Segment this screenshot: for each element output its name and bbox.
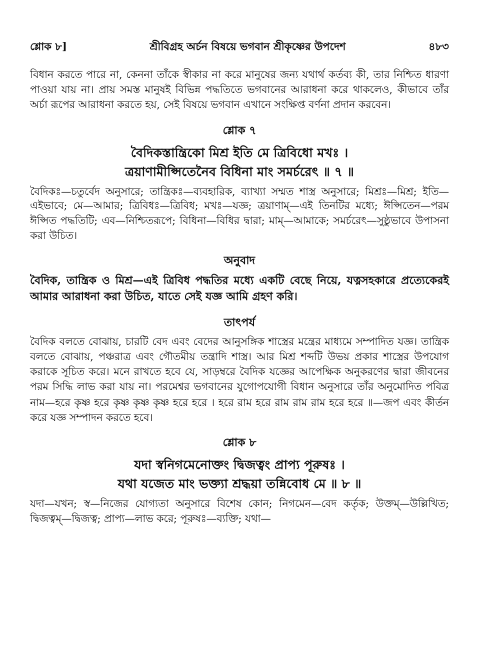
verse-8-line-1: যদা স্বনিগমেনোক্তং দ্বিজত্বং প্রাপ্য পূরুষঃ । — [134, 457, 345, 473]
verse-8-line-2: যথা যজেত মাং ভক্ত্যা শ্রদ্ধয়া তন্নিবোধ মে ॥ ৮ ॥ — [117, 476, 362, 492]
verse-7-synonyms: বৈদিকঃ—চতুর্বেদ অনুসারে; তান্ত্রিকঃ—ব্যবহারিক, ব্যাখ্যা সম্মত শাস্ত্র অনুসারে; মিশ্রঃ—মিশ্র; ইতি—এইভাবে; মে—আমার; ত্রিবিধঃ—ত্রিবিধ; মখঃ—যজ্ঞ; ত্রয়াণাম্—এই তিনটির মধ্যে; ঈপ্সিতেন—পরম ঈপ্সিত পদ্ধতিটি; এব—নিশ্চিতরূপে; বিধিনা—বিধির দ্বারা; মাম্—আমাকে; সমর্চরেৎ—সুষ্ঠুভাবে উপাসনা করা উচিত। — [30, 185, 449, 242]
verse-7-heading: শ্লোক ৭ — [222, 123, 257, 137]
purport-heading: তাৎপর্য — [223, 315, 256, 329]
verse-8-heading: শ্লোক ৮ — [222, 436, 257, 450]
translation-heading: অনুবাদ — [223, 253, 256, 267]
page-number: ৪৮৩ — [428, 41, 449, 53]
header-chapter-title: শ্রীবিগ্রহ অর্চন বিষয়ে ভগবান শ্রীকৃষ্ণের উপদেশ — [149, 41, 346, 53]
intro-paragraph: বিধান করতে পারে না, কেননা তাঁকে স্বীকার না করে মানুষের জন্য যথার্থ কর্তব্য কী, তার নিশ্চিত ধারণা পাওয়া যায় না। প্রায় সমস্ত মানুষই বিভিন্ন পদ্ধতিতে ভগবানের আরাধনা করে থাকলেও, কীভাবে তাঁর অর্চা রূপের আরাধনা করতে হয়, সেই বিষয়ে ভগবান এখানে সংক্ষিপ্ত বর্ণনা প্রদান করবেন। — [30, 69, 449, 112]
verse-7-purport: বৈদিক বলতে বোঝায়, চারটি বেদ এবং বেদের আনুসঙ্গিক শাস্ত্রের মন্ত্রের মাধ্যমে সম্পাদিত যজ্ঞ। তান্ত্রিক বলতে বোঝায়, পঞ্চরাত্র এবং গৌতমীয় তন্ত্রাদি শাস্ত্র। আর মিশ্র শব্দটি উভয় প্রকার শাস্ত্রের উপযোগ করাকে সূচিত করে। মনে রাখতে হবে যে, সাড়ম্বরে বৈদিক যজ্ঞের আপেক্ষিক অনুকরণের দ্বারা জীবনের পরম সিদ্ধি লাভ করা যায় না। পরমেশ্বর ভগবানের যুগোপযোগী বিধান অনুসারে তাঁর অনুমোদিত পবিত্র নাম—হরে কৃষ্ণ হরে কৃষ্ণ কৃষ্ণ কৃষ্ণ হরে হরে । হরে রাম হরে রাম রাম রাম হরে হরে ॥—জপ এবং কীর্তন করে যজ্ঞ সম্পাদন করতে হবে। — [30, 335, 449, 424]
verse-7-line-1: বৈদিকস্তান্ত্রিকো মিশ্র ইতি মে ত্রিবিধো মখঃ । — [130, 144, 349, 160]
header-verse-ref: শ্লোক ৮] — [30, 41, 67, 53]
running-header — [30, 40, 449, 57]
verse-8-synonyms: যদা—যখন; স্ব—নিজের যোগ্যতা অনুসারে বিশেষ কোন; নিগমেন—বেদ কর্তৃক; উক্তম্—উল্লিখিত; দ্বিজত্বম্—দ্বিজত্ব; প্রাপ্য—লাভ করে; পূরুষঃ—ব্যক্তি; যথা— — [30, 498, 449, 525]
verse-7-translation: বৈদিক, তান্ত্রিক ও মিশ্র—এই ত্রিবিধ পদ্ধতির মধ্যে একটি বেছে নিয়ে, যত্নসহকারে প্রত্যেকেরই আমার আরাধনা করা উচিত, যাতে সেই যজ্ঞ আমি গ্রহণ করি। — [30, 273, 449, 304]
verse-7-line-2: ত্রয়াণামীপ্সিতেনৈব বিধিনা মাং সমর্চরেৎ ॥ ৭ ॥ — [124, 163, 355, 179]
